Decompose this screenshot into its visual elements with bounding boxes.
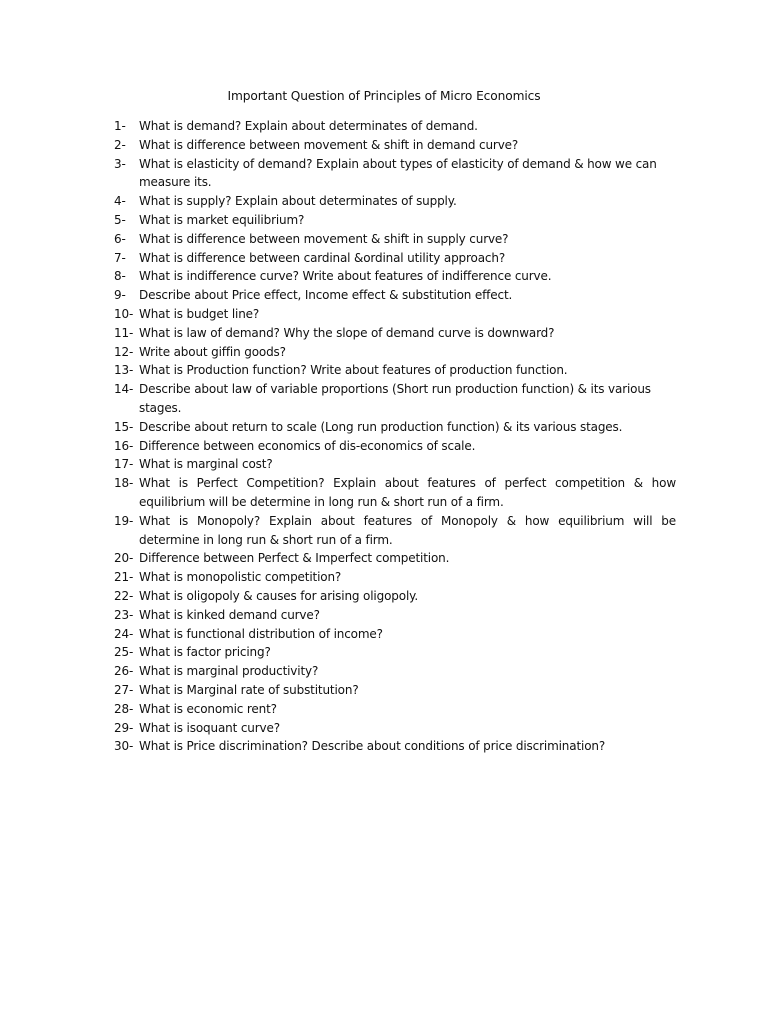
question-item <box>114 211 676 230</box>
question-text: What is Production function? Write about features of production function. <box>139 363 568 378</box>
question-text: What is difference between cardinal &ordinal utility approach? <box>139 250 506 265</box>
question-text: What is Perfect Competition? Explain about features of perfect competition & how equilibrium will be determine in long run & short run of a firm. <box>139 476 676 509</box>
question-text: What is isoquant curve? <box>139 720 280 735</box>
question-number: 10- <box>114 306 134 321</box>
question-text: What is difference between movement & shift in demand curve? <box>139 137 519 152</box>
question-number: 27- <box>114 682 134 697</box>
question-number: 16- <box>114 438 134 453</box>
question-number: 6- <box>114 231 126 246</box>
question-item <box>114 305 676 324</box>
question-item <box>114 681 676 700</box>
question-text: What is supply? Explain about determinates of supply. <box>139 194 457 209</box>
question-number: 7- <box>114 250 126 265</box>
question-text: What is oligopoly & causes for arising oligopoly. <box>139 588 419 603</box>
question-item <box>114 324 676 343</box>
question-item <box>114 418 676 437</box>
question-number: 22- <box>114 588 134 603</box>
question-item <box>114 437 676 456</box>
question-number: 15- <box>114 419 134 434</box>
question-item <box>114 230 676 249</box>
question-text: What is kinked demand curve? <box>139 607 320 622</box>
question-number: 5- <box>114 212 126 227</box>
question-number: 20- <box>114 551 134 566</box>
question-item <box>114 267 676 286</box>
question-number: 1- <box>114 119 126 133</box>
question-text: Describe about law of variable proportions (Short run production function) & its various stages. <box>139 382 651 415</box>
question-text: What is Marginal rate of substitution? <box>139 682 359 697</box>
question-number: 26- <box>114 664 134 679</box>
question-number: 18- <box>114 476 134 491</box>
question-item <box>114 249 676 268</box>
question-text: What is indifference curve? Write about features of indifference curve. <box>139 269 552 284</box>
question-item <box>114 625 676 644</box>
question-item <box>114 662 676 681</box>
question-number: 3- <box>114 156 126 171</box>
question-text: What is factor pricing? <box>139 645 271 660</box>
question-text: What is economic rent? <box>139 701 277 716</box>
question-number: 9- <box>114 288 126 303</box>
question-number: 24- <box>114 626 134 641</box>
question-text: What is demand? Explain about determinates of demand. <box>139 119 478 133</box>
question-number: 30- <box>114 739 134 754</box>
question-item <box>114 549 676 568</box>
question-text: What is elasticity of demand? Explain about types of elasticity of demand & how we can measure its. <box>139 156 657 190</box>
question-text: What is difference between movement & shift in supply curve? <box>139 231 509 246</box>
question-text: What is budget line? <box>139 306 260 321</box>
question-number: 4- <box>114 194 126 209</box>
question-number: 17- <box>114 457 134 472</box>
question-number: 2- <box>114 137 126 152</box>
question-number: 12- <box>114 344 134 359</box>
question-item <box>114 343 676 362</box>
question-text: Describe about return to scale (Long run production function) & its various stages. <box>139 419 623 434</box>
question-text: What is Monopoly? Explain about features of Monopoly & how equilibrium will be determine in long run & short run of a firm. <box>139 513 676 547</box>
question-text: What is market equilibrium? <box>139 212 305 227</box>
question-item <box>114 380 676 418</box>
question-text: What is functional distribution of income? <box>139 626 383 641</box>
question-item <box>114 512 676 550</box>
question-item <box>114 117 676 136</box>
question-item <box>114 700 676 719</box>
question-number: 19- <box>114 513 134 528</box>
question-text: What is marginal cost? <box>139 457 273 472</box>
question-item <box>114 568 676 587</box>
question-list <box>114 117 676 756</box>
question-number: 21- <box>114 570 134 585</box>
question-item <box>114 587 676 606</box>
question-item <box>114 192 676 211</box>
question-item <box>114 643 676 662</box>
question-number: 25- <box>114 645 134 660</box>
question-number: 29- <box>114 720 134 735</box>
question-item <box>114 474 676 512</box>
question-item <box>114 455 676 474</box>
question-text: What is marginal productivity? <box>139 664 319 679</box>
question-number: 23- <box>114 607 134 622</box>
question-text: What is Price discrimination? Describe about conditions of price discrimination? <box>139 739 606 754</box>
question-number: 28- <box>114 701 134 716</box>
question-item <box>114 155 676 193</box>
question-item <box>114 136 676 155</box>
question-item <box>114 286 676 305</box>
question-item <box>114 361 676 380</box>
question-text: What is law of demand? Why the slope of demand curve is downward? <box>139 325 555 340</box>
question-item <box>114 606 676 625</box>
question-number: 8- <box>114 269 126 284</box>
question-item <box>114 719 676 738</box>
question-item <box>114 737 676 756</box>
document-title: Important Question of Principles of Micro Economics <box>227 89 541 103</box>
question-number: 11- <box>114 325 134 340</box>
question-text: Describe about Price effect, Income effect & substitution effect. <box>139 288 513 303</box>
question-text: Write about giffin goods? <box>139 344 286 359</box>
question-text: What is monopolistic competition? <box>139 570 342 585</box>
question-text: Difference between Perfect & Imperfect competition. <box>139 551 450 566</box>
question-number: 13- <box>114 363 134 378</box>
question-text: Difference between economics of dis-economics of scale. <box>139 438 476 453</box>
question-number: 14- <box>114 382 134 397</box>
